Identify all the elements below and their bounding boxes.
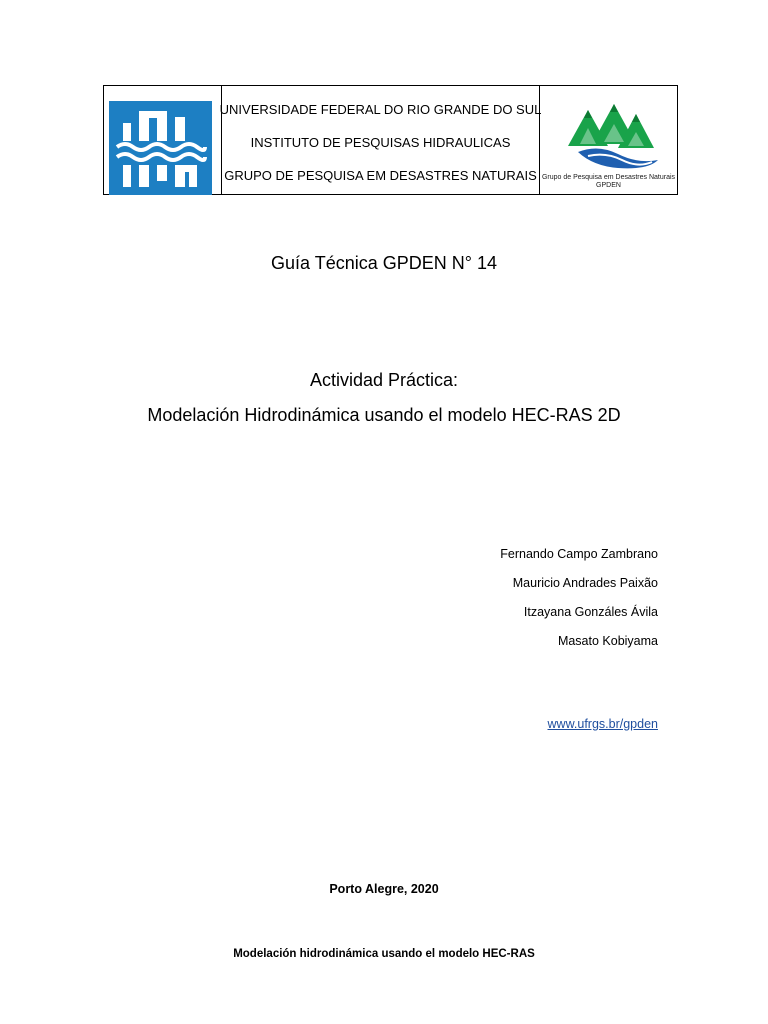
place-date: Porto Alegre, 2020	[329, 882, 439, 896]
author-name: Itzayana Gonzáles Ávila	[523, 605, 658, 619]
author-name: Fernando Campo Zambrano	[500, 547, 658, 561]
activity-title: Actividad Práctica:	[309, 370, 459, 390]
research-group-name: GRUPO DE PESQUISA EM DESASTRES NATURAIS	[224, 168, 537, 183]
header-table	[103, 85, 678, 195]
author-name: Masato Kobiyama	[557, 634, 658, 648]
iph-logo-icon	[109, 101, 212, 195]
header-institution-cell	[219, 86, 542, 194]
gpden-caption-line1: Grupo de Pesquisa em Desastres Naturais	[541, 174, 676, 181]
gpden-caption	[540, 174, 677, 190]
authors-list	[500, 547, 658, 663]
gpden-caption-line2: GPDEN	[596, 182, 621, 189]
footer-title: Modelación hidrodinámica usando el modelo HEC-RAS	[233, 948, 535, 960]
activity-subtitle: Modelación Hidrodinámica usando el modelo HEC-RAS 2D	[147, 405, 621, 425]
university-name: UNIVERSIDADE FEDERAL DO RIO GRANDE DO SUL	[219, 102, 542, 117]
gpden-logo-icon	[548, 100, 676, 176]
institute-name: INSTITUTO DE PESQUISAS HIDRAULICAS	[250, 135, 511, 150]
author-name: Mauricio Andrades Paixão	[512, 576, 658, 590]
header-logo-cell-left	[104, 86, 222, 194]
website-link[interactable]: www.ufrgs.br/gpden	[547, 717, 658, 731]
guide-title: Guía Técnica GPDEN N° 14	[271, 253, 497, 273]
header-logo-cell-right	[540, 86, 677, 194]
